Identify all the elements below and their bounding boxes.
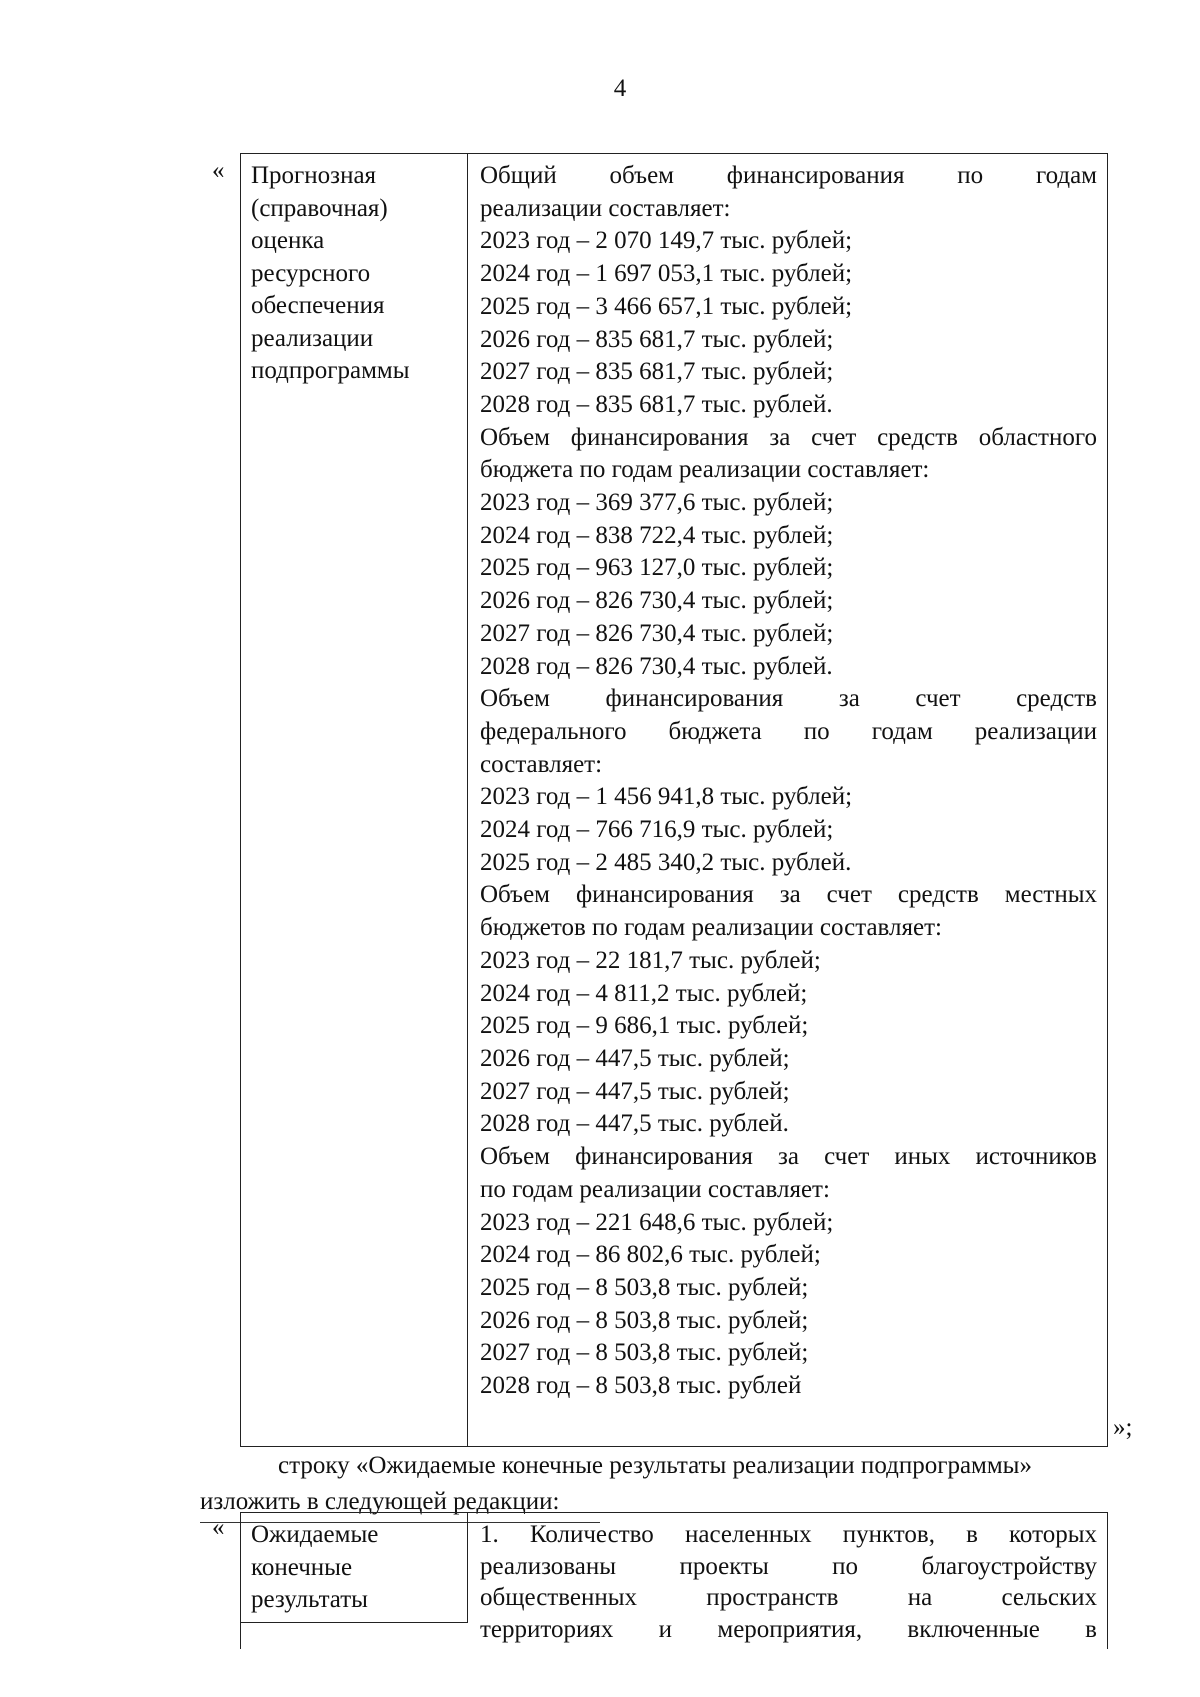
value-line: общественных пространств на сельских <box>480 1584 1097 1611</box>
value-line: бюджетов по годам реализации составляет: <box>480 914 942 942</box>
instruction-line-2: изложить в следующей редакции: <box>200 1488 560 1515</box>
value-line: 2027 год – 835 681,7 тыс. рублей; <box>480 358 834 386</box>
table1-value-cell <box>468 154 1107 1446</box>
value-line: 2025 год – 2 485 340,2 тыс. рублей. <box>480 848 852 876</box>
table2-value-cell <box>468 1513 1107 1649</box>
value-line: 2027 год – 826 730,4 тыс. рублей; <box>480 619 834 647</box>
value-line: 2025 год – 963 127,0 тыс. рублей; <box>480 554 834 582</box>
value-line: 1. Количество населенных пунктов, в которых <box>480 1521 1097 1548</box>
value-line: бюджета по годам реализации составляет: <box>480 456 930 484</box>
value-line: 2024 год – 4 811,2 тыс. рублей; <box>480 979 808 1007</box>
value-line: 2028 год – 8 503,8 тыс. рублей <box>480 1372 802 1400</box>
value-line: Объем финансирования за счет иных источников <box>480 1143 1097 1171</box>
value-line: 2028 год – 835 681,7 тыс. рублей. <box>480 390 833 418</box>
label-line: оценка <box>251 227 325 254</box>
label-line: подпрограммы <box>251 357 410 384</box>
value-line: 2023 год – 22 181,7 тыс. рублей; <box>480 946 821 974</box>
value-line: 2023 год – 1 456 941,8 тыс. рублей; <box>480 783 853 811</box>
value-line: 2026 год – 835 681,7 тыс. рублей; <box>480 325 834 353</box>
value-line: 2026 год – 8 503,8 тыс. рублей; <box>480 1306 809 1334</box>
table1-label-cell <box>241 154 468 1446</box>
resource-assessment-table <box>240 153 1108 1447</box>
label-line: Ожидаемые <box>251 1521 379 1548</box>
value-line: реализации составляет: <box>480 194 731 222</box>
expected-results-table <box>240 1512 1108 1649</box>
table2-label-cell <box>241 1513 468 1623</box>
label-line: ресурсного <box>251 259 371 287</box>
label-line: реализации <box>251 324 374 352</box>
value-line: Объем финансирования за счет средств областного <box>480 423 1097 451</box>
value-line: Объем финансирования за счет средств местных <box>480 881 1097 909</box>
value-line: 2024 год – 86 802,6 тыс. рублей; <box>480 1241 821 1269</box>
value-line: реализованы проекты по благоустройству <box>480 1552 1097 1580</box>
instruction-line-1: строку «Ожидаемые конечные результаты реализации подпрограммы» <box>278 1452 1032 1479</box>
page-number: 4 <box>613 75 627 102</box>
value-line: по годам реализации составляет: <box>480 1175 830 1203</box>
value-line: 2026 год – 826 730,4 тыс. рублей; <box>480 587 834 615</box>
value-line: Общий объем финансирования по годам <box>480 162 1097 189</box>
label-line: Прогнозная <box>251 162 377 189</box>
label-line: (справочная) <box>251 194 388 222</box>
value-line: 2023 год – 2 070 149,7 тыс. рублей; <box>480 227 853 255</box>
value-line: 2023 год – 221 648,6 тыс. рублей; <box>480 1208 834 1236</box>
value-line: федерального бюджета по годам реализации <box>480 717 1097 745</box>
value-line: 2024 год – 838 722,4 тыс. рублей; <box>480 521 834 549</box>
value-line: 2028 год – 826 730,4 тыс. рублей. <box>480 652 833 680</box>
value-line: 2024 год – 766 716,9 тыс. рублей; <box>480 816 834 844</box>
value-line: 2025 год – 8 503,8 тыс. рублей; <box>480 1273 809 1301</box>
label-line: конечные <box>251 1553 353 1581</box>
quote-open-2: « <box>212 1514 225 1541</box>
value-line: 2026 год – 447,5 тыс. рублей; <box>480 1044 790 1072</box>
quote-close: »; <box>1113 1414 1133 1441</box>
value-line: 2025 год – 9 686,1 тыс. рублей; <box>480 1012 809 1040</box>
value-line: Объем финансирования за счет средств <box>480 685 1097 713</box>
value-line: 2025 год – 3 466 657,1 тыс. рублей; <box>480 292 853 320</box>
value-line: 2028 год – 447,5 тыс. рублей. <box>480 1110 789 1138</box>
value-line: 2023 год – 369 377,6 тыс. рублей; <box>480 489 834 517</box>
value-line: составляет: <box>480 750 603 778</box>
quote-open-1: « <box>212 157 225 184</box>
value-line: территориях и мероприятия, включенные в <box>480 1615 1097 1643</box>
value-line: 2027 год – 8 503,8 тыс. рублей; <box>480 1339 809 1367</box>
value-line: 2027 год – 447,5 тыс. рублей; <box>480 1077 790 1105</box>
label-line: результаты <box>251 1586 368 1613</box>
label-line: обеспечения <box>251 292 385 319</box>
value-line: 2024 год – 1 697 053,1 тыс. рублей; <box>480 260 853 288</box>
